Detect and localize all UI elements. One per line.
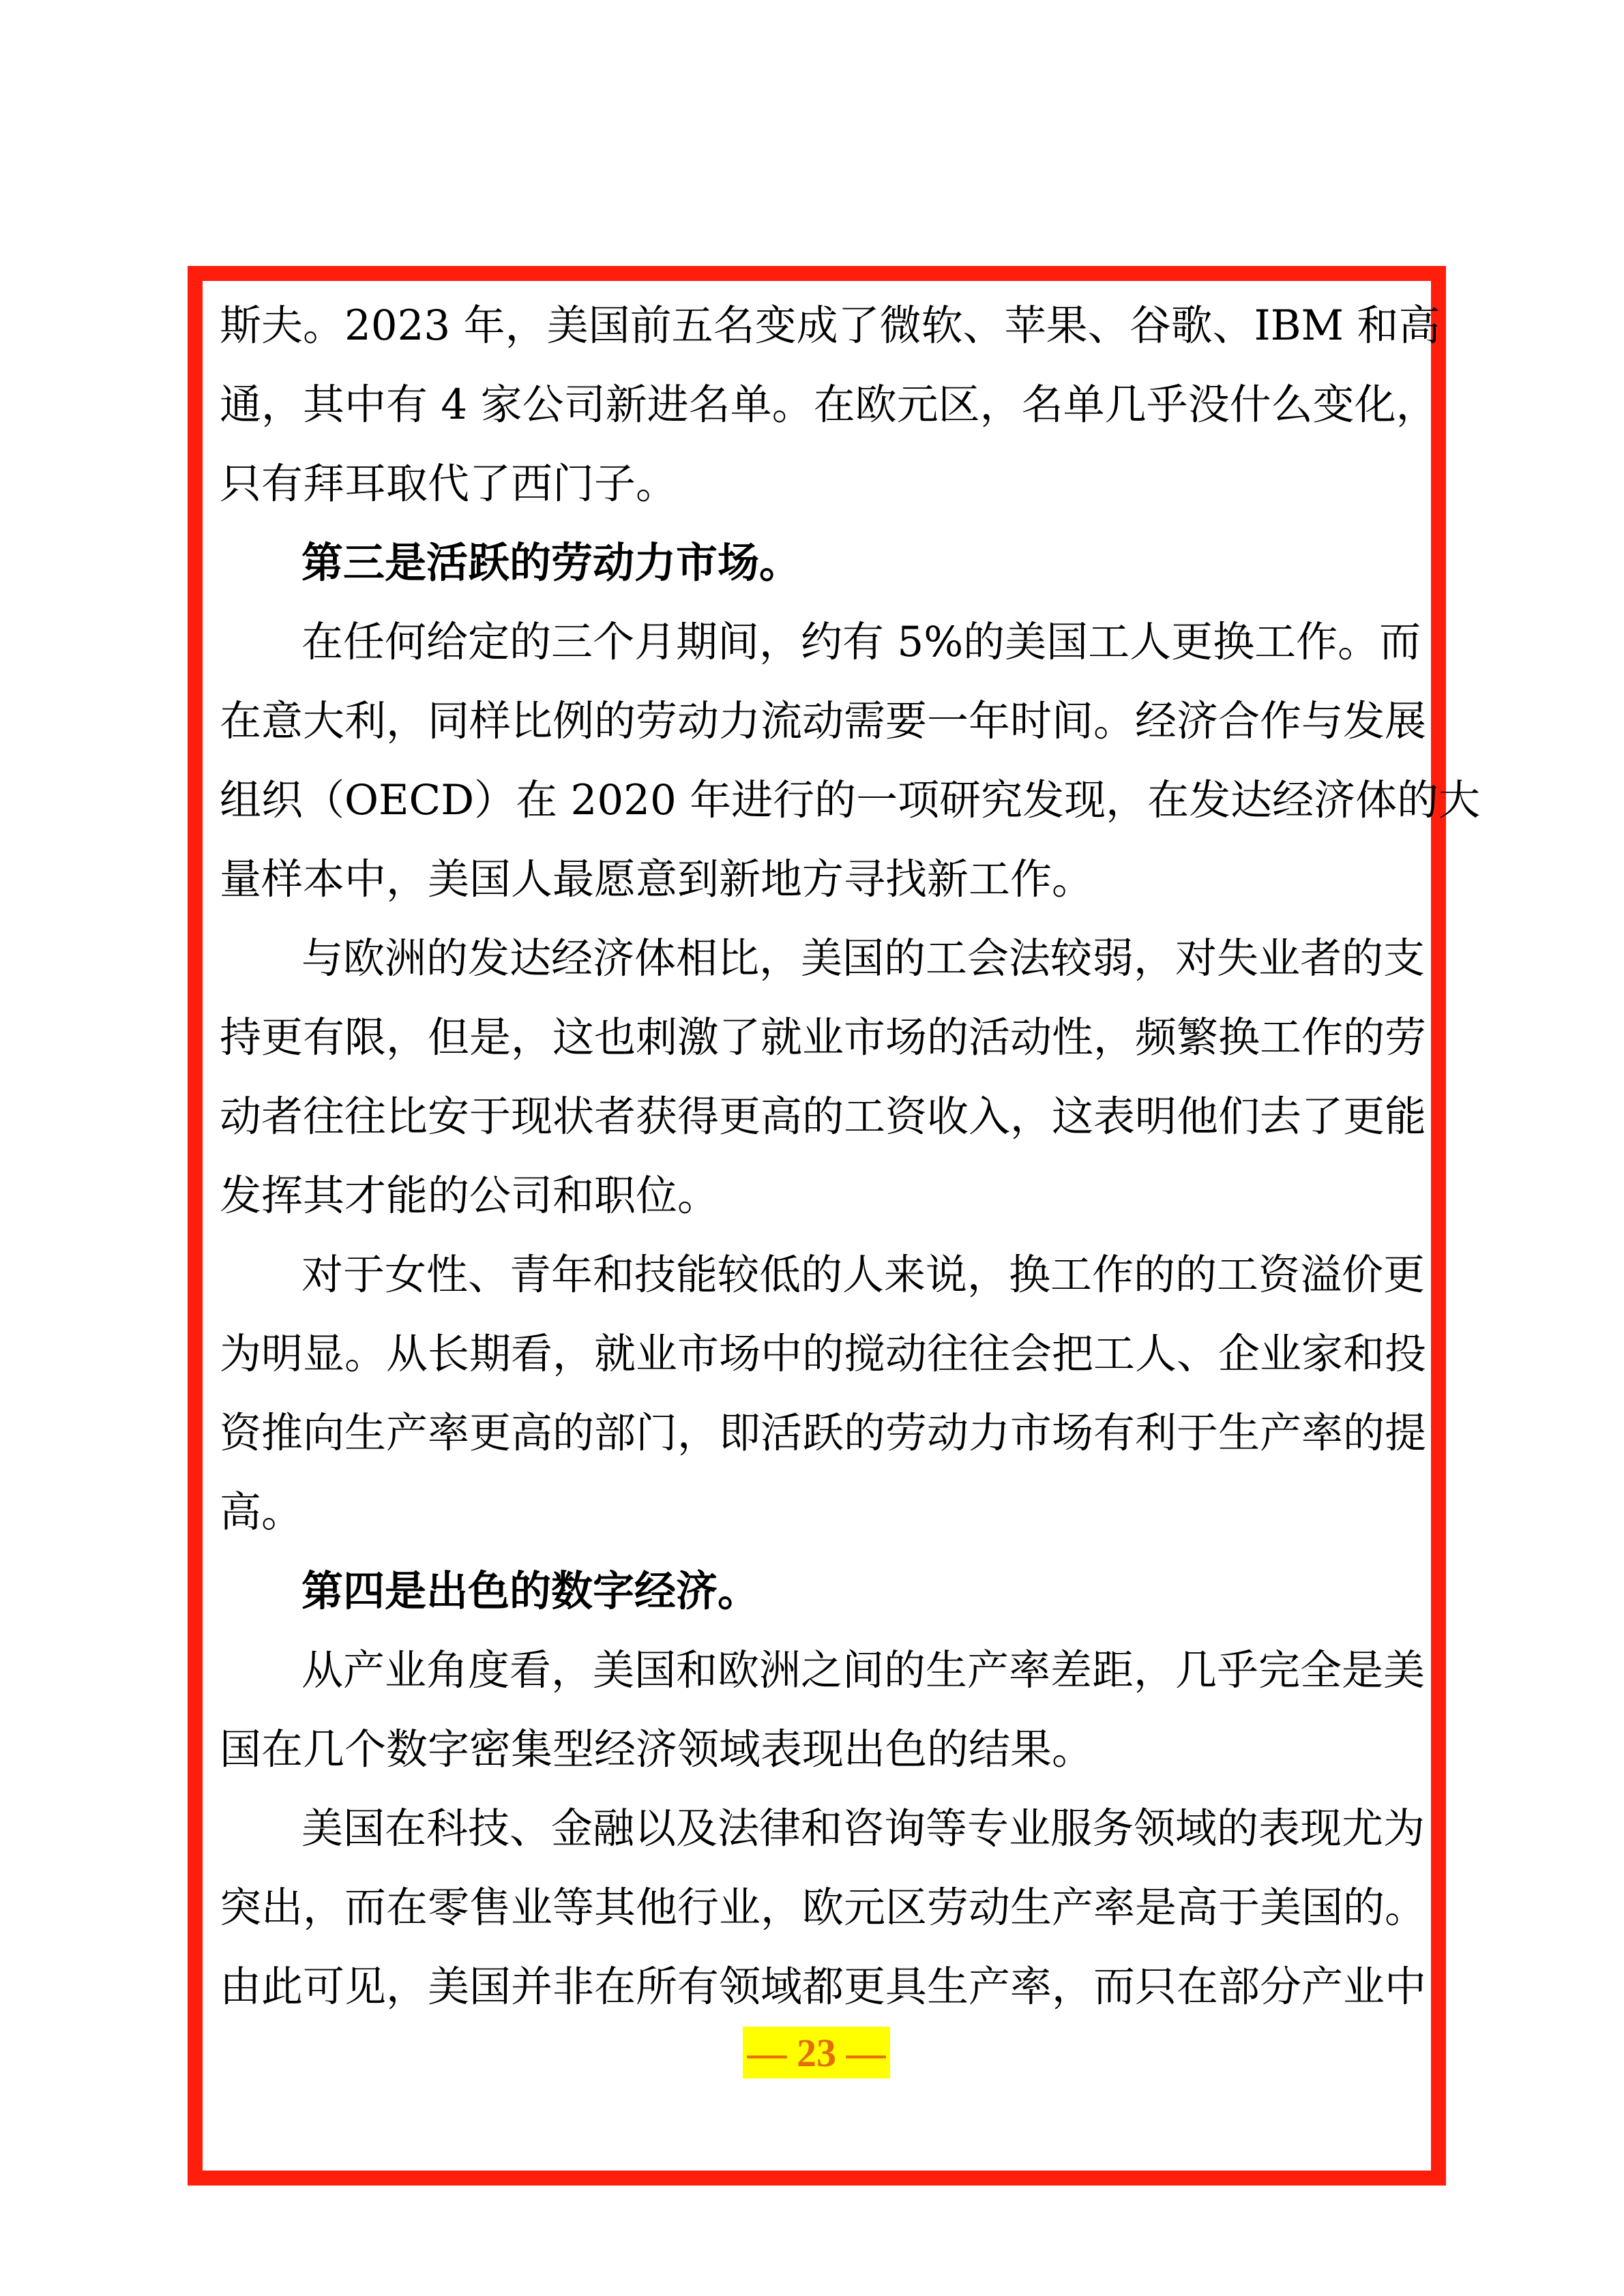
- body-line: 对于女性、青年和技能较低的人来说，换工作的的工资溢价更: [301, 1251, 1426, 1299]
- body-line: 为明显。从长期看，就业市场中的搅动往往会把工人、企业家和投: [220, 1330, 1427, 1378]
- body-line: 只有拜耳取代了西门子。: [220, 460, 678, 508]
- body-line: 在任何给定的三个月期间，约有 5%的美国工人更换工作。而: [301, 618, 1421, 666]
- section-heading: 第三是活跃的劳动力市场。: [301, 539, 801, 587]
- body-line: 动者往往比安于现状者获得更高的工资收入，这表明他们去了更能: [220, 1092, 1427, 1141]
- body-line: 高。: [220, 1488, 304, 1536]
- body-line: 持更有限，但是，这也刺激了就业市场的活动性，频繁换工作的劳: [220, 1013, 1427, 1062]
- body-line: 突出，而在零售业等其他行业，欧元区劳动生产率是高于美国的。: [220, 1883, 1427, 1932]
- body-line: 美国在科技、金融以及法律和咨询等专业服务领域的表现尤为: [301, 1804, 1426, 1853]
- body-line: 发挥其才能的公司和职位。: [220, 1172, 720, 1220]
- page-number: — 23 —: [743, 2027, 890, 2078]
- body-line: 斯夫。2023 年，美国前五名变成了微软、苹果、谷歌、IBM 和高: [220, 301, 1441, 350]
- section-heading: 第四是出色的数字经济。: [301, 1567, 760, 1615]
- body-line: 国在几个数字密集型经济领域表现出色的结果。: [220, 1725, 1094, 1774]
- body-line: 在意大利，同样比例的劳动力流动需要一年时间。经济合作与发展: [220, 697, 1427, 745]
- body-line: 资推向生产率更高的部门，即活跃的劳动力市场有利于生产率的提: [220, 1409, 1427, 1457]
- body-line: 组织（OECD）在 2020 年进行的一项研究发现，在发达经济体的大: [220, 776, 1481, 824]
- body-line: 与欧洲的发达经济体相比，美国的工会法较弱，对失业者的支: [301, 934, 1426, 983]
- body-line: 通，其中有 4 家公司新进名单。在欧元区，名单几乎没什么变化，: [220, 381, 1438, 429]
- body-line: 从产业角度看，美国和欧洲之间的生产率差距，几乎完全是美: [301, 1646, 1426, 1695]
- document-body: [220, 286, 1481, 2027]
- body-line: 由此可见，美国并非在所有领域都更具生产率，而只在部分产业中: [220, 1963, 1427, 2011]
- body-line: 量样本中，美国人最愿意到新地方寻找新工作。: [220, 855, 1094, 904]
